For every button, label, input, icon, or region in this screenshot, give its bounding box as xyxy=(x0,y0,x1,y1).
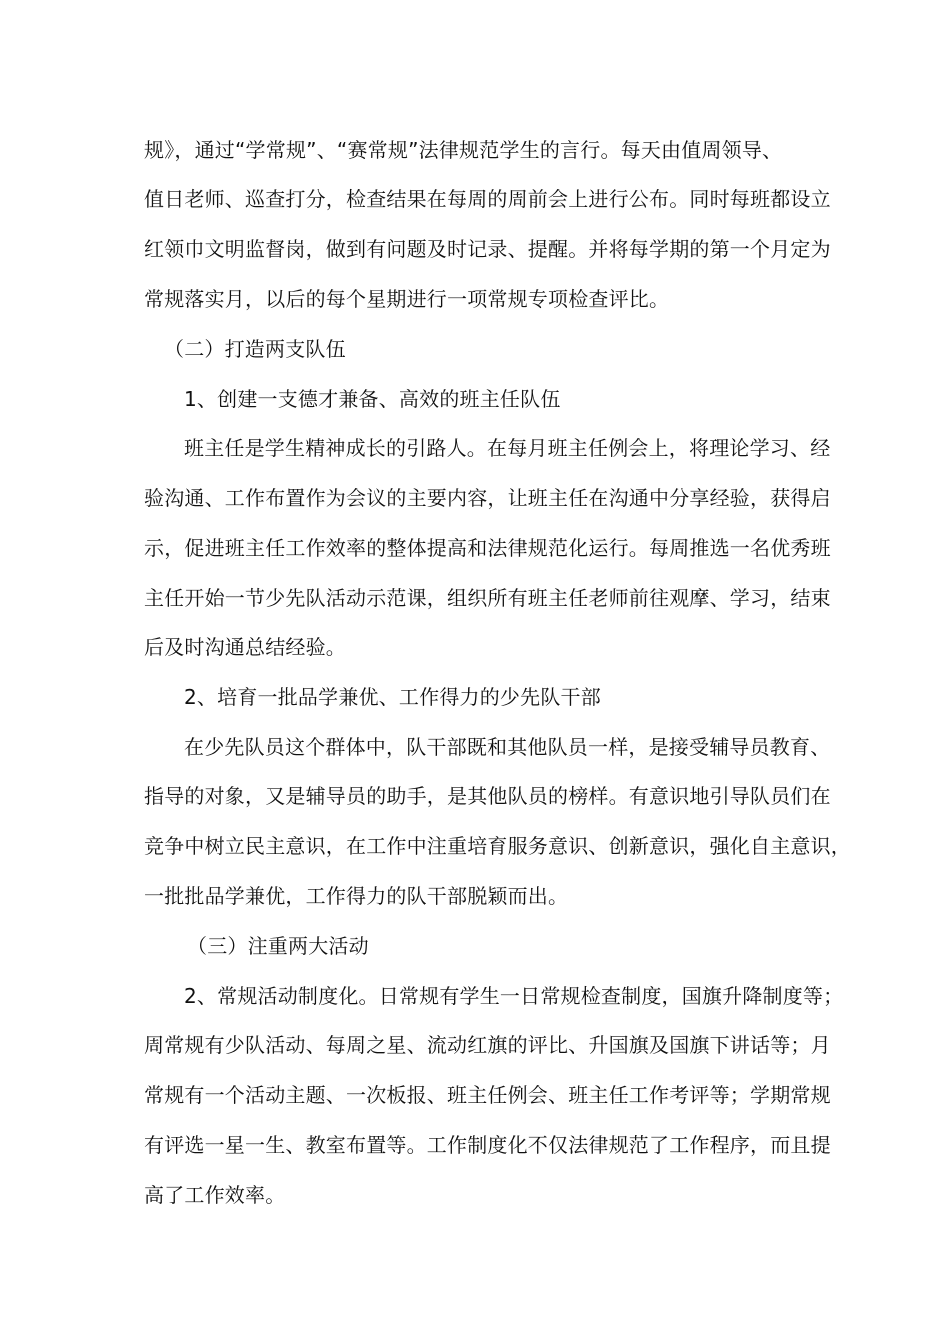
paragraph-line: 指导的对象，又是辅导员的助手，是其他队员的榜样。有意识地引导队员们在 xyxy=(144,784,831,808)
subsection-heading: 1、创建一支德才兼备、高效的班主任队伍 xyxy=(184,387,561,411)
paragraph-line: 常规落实月，以后的每个星期进行一项常规专项检查评比。 xyxy=(144,287,670,311)
paragraph-line: 验沟通、工作布置作为会议的主要内容，让班主任在沟通中分享经验，获得启 xyxy=(144,486,831,510)
paragraph-line: 班主任是学生精神成长的引路人。在每月班主任例会上，将理论学习、经 xyxy=(184,436,831,460)
paragraph-line: 常规有一个活动主题、一次板报、班主任例会、班主任工作考评等；学期常规 xyxy=(144,1083,831,1107)
paragraph-line: 有评选一星一生、教室布置等。工作制度化不仅法律规范了工作程序，而且提 xyxy=(144,1133,831,1157)
paragraph-line: 一批批品学兼优，工作得力的队干部脱颖而出。 xyxy=(144,884,569,908)
paragraph-line: 规》，通过“学常规”、“赛常规”法律规范学生的言行。每天由值周领导、 xyxy=(144,138,783,162)
paragraph-line: 主任开始一节少先队活动示范课，组织所有班主任老师前往观摩、学习，结束 xyxy=(144,586,831,610)
paragraph-line: 高了工作效率。 xyxy=(144,1183,286,1207)
section-heading: （三）注重两大活动 xyxy=(187,934,369,958)
subsection-heading: 2、培育一批品学兼优、工作得力的少先队干部 xyxy=(184,685,601,709)
paragraph-line: 示，促进班主任工作效率的整体提高和法律规范化运行。每周推选一名优秀班 xyxy=(144,536,831,560)
paragraph-line: 竞争中树立民主意识，在工作中注重培育服务意识、创新意识，强化自主意识， xyxy=(144,834,851,858)
paragraph-line: 在少先队员这个群体中，队干部既和其他队员一样，是接受辅导员教育、 xyxy=(184,735,831,759)
paragraph-line: 红领巾文明监督岗，做到有问题及时记录、提醒。并将每学期的第一个月定为 xyxy=(144,237,831,261)
paragraph-line: 值日老师、巡查打分，检查结果在每周的周前会上进行公布。同时每班都设立 xyxy=(144,187,831,211)
paragraph-line: 2、常规活动制度化。日常规有学生一日常规检查制度，国旗升降制度等； xyxy=(184,984,844,1008)
paragraph-line: 后及时沟通总结经验。 xyxy=(144,635,346,659)
paragraph-line: 周常规有少队活动、每周之星、流动红旗的评比、升国旗及国旗下讲话等；月 xyxy=(144,1033,831,1057)
section-heading: （二）打造两支队伍 xyxy=(164,337,346,361)
